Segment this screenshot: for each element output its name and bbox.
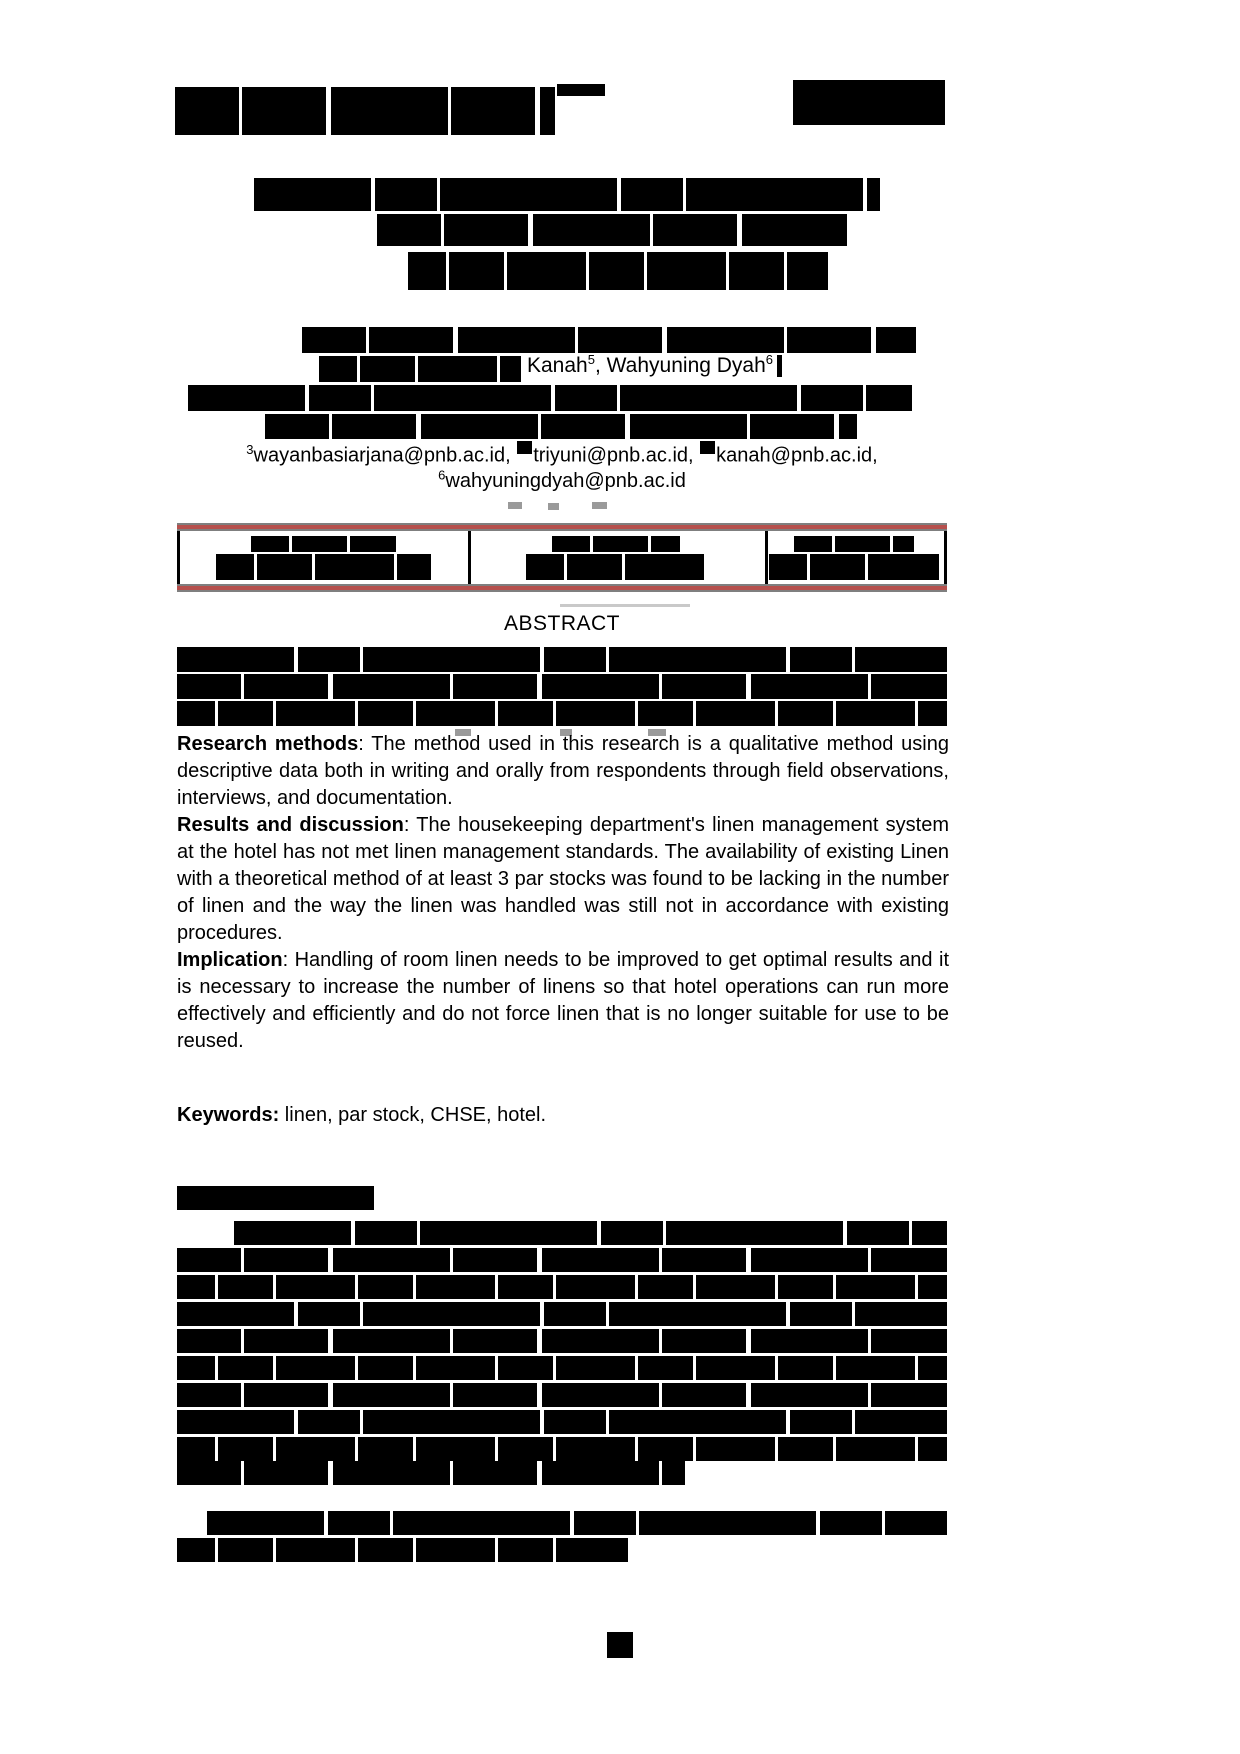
redacted-body-line [177,1302,947,1326]
redacted-section-heading [177,1186,374,1210]
redacted-abstract-line-1 [177,647,947,672]
redacted-abstract-line-2 [177,674,947,699]
author-name: Kanah [527,354,588,377]
keywords-line [177,1102,949,1129]
author-affiliation-sup: 5 [587,352,595,367]
redacted-title-line-1 [254,178,880,211]
redacted-body-line-indented [207,1511,947,1535]
redacted-body-line [177,1275,947,1299]
redacted-body-line [234,1221,947,1245]
redacted-cell-revised-date [526,554,706,580]
visible-author-names [527,352,782,380]
redacted-body-line-partial [177,1461,685,1485]
table-rule [177,590,947,592]
redaction-edge-mark [777,355,782,377]
redacted-title-line-3 [408,252,828,290]
redacted-body-line [177,1437,947,1461]
redacted-superscript [517,441,532,454]
email-line-1 [177,441,947,469]
email-sup: 3 [246,442,254,457]
redacted-cell-revised-label [552,536,680,552]
author-affiliation-sup: 6 [765,352,774,367]
redacted-superscript [700,441,715,454]
redacted-cell-accepted-label [794,536,914,552]
abstract-paragraph-implication [177,947,949,1055]
redaction-smudge [592,502,607,509]
redaction-artifact [560,604,690,607]
redacted-header-superscript [557,84,605,96]
abstract-paragraph-research-methods [177,731,949,812]
redacted-authors-line-1 [302,327,916,353]
redacted-body-line [177,1356,947,1380]
redacted-cell-received-label [251,536,396,552]
redacted-cell-accepted-date [769,554,939,580]
table-divider [468,531,471,584]
email-address: kanah@pnb.ac.id, [716,444,878,467]
abstract-body [177,731,949,1129]
table-divider [944,531,947,584]
redacted-body-line [177,1383,947,1407]
redacted-body-line [177,1248,947,1272]
author-name: Wahyuning Dyah [606,354,766,377]
redacted-body-line [177,1410,947,1434]
paragraph-label: Research methods [177,733,359,755]
table-divider [765,531,768,584]
abstract-paragraph-results [177,812,949,947]
table-rule [177,529,947,531]
paragraph-text: : Handling of room linen needs to be improved to get optimal results and it is necessary to increase the number of linens so that hotel operations can run more effectively and efficiently and do not force linen that is no longer suitable for use to be reused. [177,949,949,1052]
paragraph-text: : The housekeeping department's linen management system at the hotel has not met linen management standards. The availability of existing Linen with a theoretical method of at least 3 par stocks was found to be lacking in the number of linen and the way the linen was handled was still not in accordance with existing procedures. [177,814,950,944]
email-line-2 [177,468,947,494]
paragraph-label: Results and discussion [177,814,404,836]
redaction-smudge [508,502,522,509]
keywords-label: Keywords: [177,1104,280,1126]
abstract-heading: ABSTRACT [503,612,620,635]
redacted-body-line [177,1329,947,1353]
redacted-journal-logo [793,80,945,125]
redacted-title-line-2 [377,214,847,246]
email-address: wahyuningdyah@pnb.ac.id [445,470,686,492]
redacted-abstract-line-3 [177,701,947,726]
email-address: triyuni@pnb.ac.id, [533,444,694,467]
article-history-table [177,523,947,592]
email-sup: 6 [438,467,446,483]
redacted-affiliation-line-2 [265,414,857,439]
author-separator: , [594,354,607,377]
table-divider [177,531,180,584]
redacted-journal-header [175,87,555,135]
redacted-page-number [607,1632,633,1658]
paragraph-label: Implication [177,949,283,971]
redaction-smudge [548,503,559,510]
redacted-affiliation-line-1 [188,385,912,411]
redacted-authors-line-2-left [319,356,521,382]
email-address: wayanbasiarjana@pnb.ac.id, [253,444,511,467]
paragraph-text: : The method used in this research is a qualitative method using descriptive data both in writing and orally from respondents through field observations, interviews, and documentation. [177,733,949,809]
redacted-body-line-partial [177,1538,628,1562]
redacted-cell-received-date [216,554,431,580]
keywords-text: linen, par stock, CHSE, hotel. [279,1104,547,1126]
